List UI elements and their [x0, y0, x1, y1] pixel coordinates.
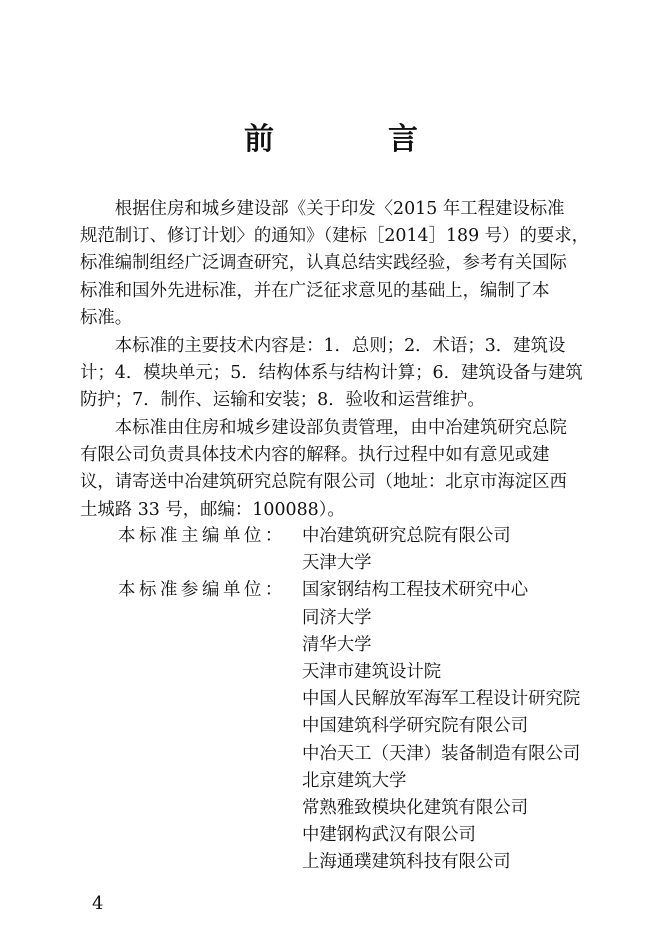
text-line: 土城路 33 号，邮编：100088）。	[80, 499, 345, 520]
text-line: 本标准由住房和城乡建设部负责管理，由中冶建筑研究总院	[80, 418, 567, 438]
text-line: 有限公司负责具体技术内容的解释。执行过程中如有意见或建	[80, 445, 550, 466]
participating-unit-name: 同济大学	[302, 607, 372, 628]
participating-unit-row	[80, 849, 620, 876]
participating-unit-row	[80, 605, 620, 632]
text-line: 根据住房和城乡建设部《关于印发〈2015 年工程建设标准	[80, 199, 565, 219]
participating-unit-row	[80, 795, 620, 822]
participating-unit-row	[80, 659, 620, 686]
text-line: 标准和国外先进标准，并在广泛征求意见的基础上，编制了本	[80, 280, 550, 301]
participating-unit-name: 北京建筑大学	[302, 770, 407, 791]
text-line: 防护；7．制作、运输和安装；8．验收和运营维护。	[80, 390, 485, 411]
chief-unit-row	[80, 550, 620, 577]
text-line: 议，请寄送中冶建筑研究总院有限公司（地址：北京市海淀区西	[80, 472, 567, 493]
chief-unit-name: 中冶建筑研究总院有限公司	[302, 526, 511, 546]
page-number: 4	[92, 893, 104, 914]
paragraph-management	[80, 415, 600, 524]
participating-unit-name: 中冶天工（天津）装备制造有限公司	[302, 743, 581, 764]
participating-unit-name: 中国人民解放军海军工程设计研究院	[302, 689, 581, 710]
participating-units-label: 本标准参编单位：	[118, 580, 286, 601]
chief-unit-name: 天津大学	[302, 553, 372, 574]
participating-unit-name: 常熟雅致模块化建筑有限公司	[302, 797, 529, 818]
participating-unit-name: 中国建筑科学研究院有限公司	[302, 716, 529, 737]
text-line: 标准编制组经广泛调查研究，认真总结实践经验，参考有关国际	[80, 253, 567, 274]
text-line: 标准。	[80, 307, 133, 328]
paragraph-contents	[80, 333, 600, 415]
participating-unit-name: 清华大学	[302, 634, 372, 655]
page-title: 前 言	[244, 122, 460, 157]
units-list	[80, 523, 620, 876]
paragraph-background	[80, 196, 600, 332]
chief-unit-row	[80, 523, 620, 550]
participating-unit-row	[80, 713, 620, 740]
chief-units-label: 本标准主编单位：	[118, 526, 286, 546]
participating-unit-name: 中建钢构武汉有限公司	[302, 825, 476, 846]
participating-unit-name: 天津市建筑设计院	[302, 661, 442, 682]
text-line: 规范制订、修订计划〉的通知》（建标［2014］189 号）的要求，	[80, 226, 590, 247]
participating-unit-row	[80, 768, 620, 795]
participating-unit-row	[80, 632, 620, 659]
participating-unit-name: 上海通璞建筑科技有限公司	[302, 852, 511, 873]
participating-unit-name: 国家钢结构工程技术研究中心	[302, 580, 529, 601]
participating-unit-row	[80, 577, 620, 604]
participating-unit-row	[80, 741, 620, 768]
text-line: 本标准的主要技术内容是：1．总则；2．术语；3．建筑设	[80, 336, 566, 356]
participating-unit-row	[80, 822, 620, 849]
text-line: 计；4．模块单元；5．结构体系与结构计算；6．建筑设备与建筑	[80, 363, 583, 384]
participating-unit-row	[80, 686, 620, 713]
